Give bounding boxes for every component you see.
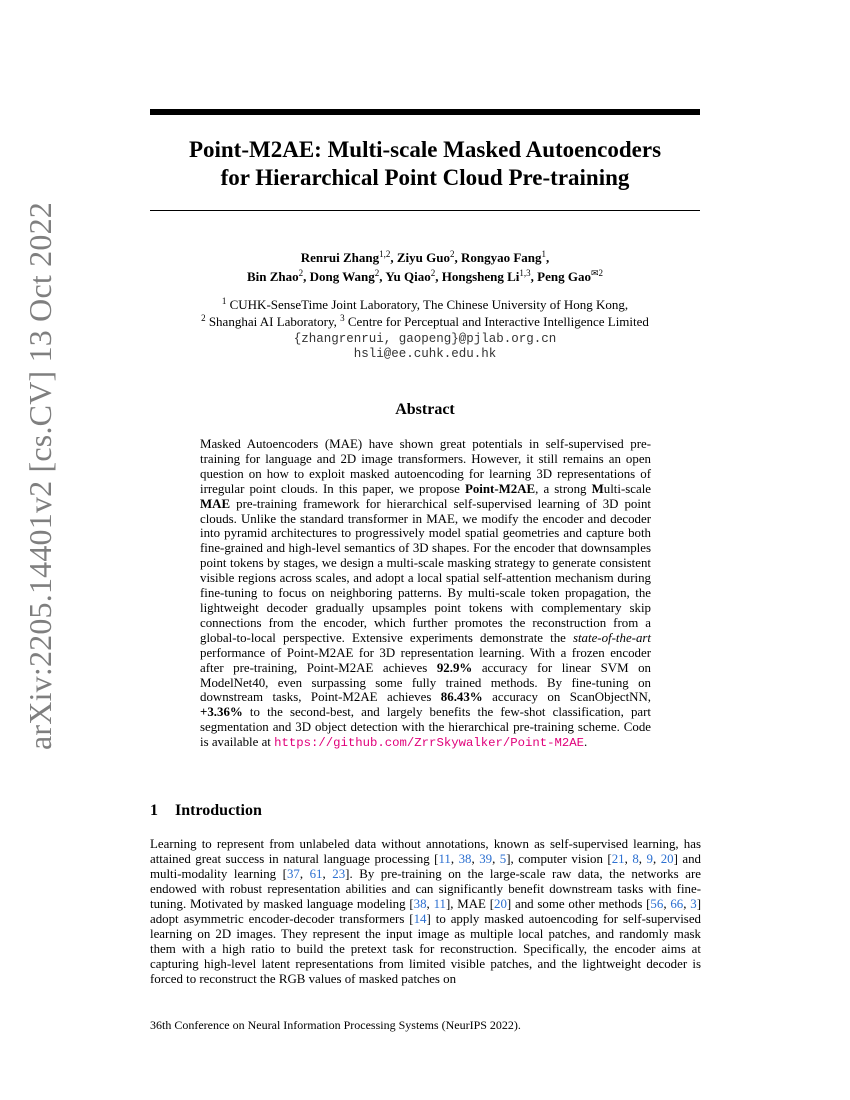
citation-link[interactable]: 56 — [650, 897, 664, 911]
email-line-1: {zhangrenrui, gaopeng}@pjlab.org.cn — [293, 332, 557, 346]
author-name: Bin Zhao — [246, 269, 299, 284]
author-name: Dong Wang — [309, 269, 375, 284]
citation-link[interactable]: 5 — [499, 852, 507, 866]
citation-link[interactable]: 39 — [479, 852, 493, 866]
author-name: Renrui Zhang — [300, 250, 380, 265]
citation-link[interactable]: 66 — [670, 897, 684, 911]
author-name: Ziyu Guo — [396, 250, 450, 265]
citation-link[interactable]: 23 — [332, 867, 346, 881]
section-heading-introduction: 1 Introduction — [150, 802, 262, 819]
citation-link[interactable]: 20 — [494, 897, 507, 911]
citation-link[interactable]: 61 — [309, 867, 323, 881]
author-name: Hongsheng Li — [441, 269, 520, 284]
citation-link[interactable]: 37 — [286, 867, 300, 881]
citation-link[interactable]: 8 — [632, 852, 639, 866]
citation-link[interactable]: 38 — [458, 852, 472, 866]
author-emails — [150, 332, 700, 362]
conference-footnote: 36th Conference on Neural Information Processing Systems (NeurIPS 2022). — [150, 1018, 521, 1032]
abstract-heading: Abstract — [395, 401, 455, 418]
paper-title — [150, 136, 700, 192]
citation-link[interactable]: 11 — [438, 852, 451, 866]
title-line-1: Point-M2AE: Multi-scale Masked Autoencoders — [188, 137, 662, 162]
code-link[interactable]: https://github.com/ZrrSkywalker/Point-M2AE — [274, 736, 585, 751]
title-bottom-rule — [150, 210, 700, 211]
title-line-2: for Hierarchical Point Cloud Pre-training — [220, 165, 630, 190]
author-name: Yu Qiao — [385, 269, 431, 284]
author-name: Peng Gao — [537, 269, 591, 284]
author-name: Rongyao Fang — [460, 250, 542, 265]
citation-link[interactable]: 11 — [433, 897, 446, 911]
abstract-body: Masked Autoencoders (MAE) have shown great potentials in self-supervised pre-training for language and 2D image transformers. However, it still remains an open question on how to exploit masked autoencoding for learning 3D representations of irregular point clouds. In this paper, we propose Point-M2AE, a strong Multi-scale MAE pre-training framework for hierarchical self-supervised learning of 3D point clouds. Unlike the standard transformer in MAE, we modify the encoder and decoder into pyramid architectures to progressively model spatial geometries and capture both fine-grained and high-level semantics of 3D shapes. For the encoder that downsamples point tokens by stages, we design a multi-scale masking strategy to generate consistent visible regions across scales, and adopt a local spatial self-attention mechanism during fine-tuning to focus on neighboring patterns. By multi-scale token propagation, the lightweight decoder gradually upsamples point tokens with complementary skip connections from the encoder, which further promotes the reconstruction from a global-to-local perspective. Extensive experiments demonstrate the state-of-the-art performance of Point-M2AE for 3D representation learning. With a frozen encoder after pre-training, Point-M2AE achieves 92.9% accuracy for linear SVM on ModelNet40, even surpassing some fully trained methods. By fine-tuning on downstream tasks, Point-M2AE achieves 86.43% accuracy on ScanObjectNN, +3.36% to the second-best, and largely benefits the few-shot classification, part segmentation and 3D object detection with the hierarchical pre-training scheme. Code is available at https://github.com/ZrrSkywalker/Point-M2AE. — [200, 437, 651, 751]
introduction-paragraph: Learning to represent from unlabeled data without annotations, known as self-supervised learning, has attained great success in natural language processing [11, 38, 39, 5], computer vision [21, 8, 9, 20] and multi-modality learning [37, 61, 23]. By pre-training on the large-scale raw data, the networks are endowed with robust representation abilities and can significantly benefit downstream tasks with fine-tuning. Motivated by masked language modeling [38, 11], MAE [20] and some other methods [56, 66, 3] adopt asymmetric encoder-decoder transformers [14] to apply masked autoencoding for self-supervised learning on 2D images. They represent the input image as multiple local patches, and randomly mask them with a high ratio to build the pretext task for reconstruction. Specifically, the encoder aims at capturing high-level latent representations from limited visible patches, and the lightweight decoder is forced to reconstruct the RGB values of masked patches on — [150, 837, 701, 986]
citation-link[interactable]: 21 — [611, 852, 625, 866]
citation-link[interactable]: 14 — [413, 912, 427, 926]
citation-link[interactable]: 3 — [690, 897, 697, 911]
email-line-2: hsli@ee.cuhk.edu.hk — [353, 347, 497, 361]
affiliations: $^1$ CUHK-SenseTime Joint Laboratory, The Chinese University of Hong Kong, $^2$ Shanghai AI Laboratory, $^3$ Centre for Perceptual and Interactive Intelligence Limited — [201, 296, 649, 329]
citation-link[interactable]: 38 — [413, 897, 427, 911]
arxiv-stamp: arXiv:2205.14401v2 [cs.CV] 13 Oct 2022 — [22, 202, 58, 750]
title-top-rule — [150, 109, 700, 115]
citation-link[interactable]: 9 — [646, 852, 653, 866]
citation-link[interactable]: 20 — [660, 852, 674, 866]
author-list: Renrui Zhang$^{1,2}$, Ziyu Guo$^2$, Rongyao Fang$^1$, Bin Zhao$^2$, Dong Wang$^2$, Yu Qiao$^2$, Hongsheng Li$^{1,3}$, Peng Gao$^{✉2}$ — [246, 249, 604, 284]
